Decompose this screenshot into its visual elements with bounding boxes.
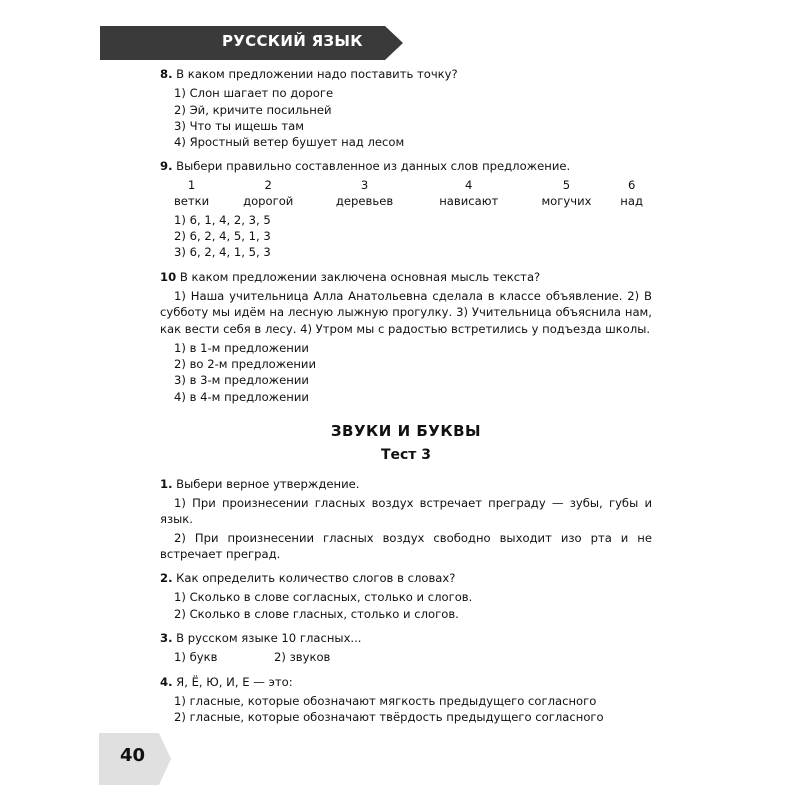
test-question-4-options — [160, 693, 652, 726]
question-text: Выбери правильно составленное из данных слов предложение. — [176, 159, 571, 174]
test-title: Тест 3 — [380, 447, 432, 464]
question-number: 3. — [160, 631, 173, 646]
question-8-options — [160, 85, 652, 150]
word-number: 5 — [562, 177, 571, 192]
answer-option: 1) 6, 1, 4, 2, 3, 5 — [174, 212, 271, 227]
word: нависают — [439, 193, 499, 208]
question-text: Я, Ё, Ю, И, Е — это: — [176, 674, 293, 689]
word-number: 2 — [264, 177, 272, 192]
test-question-1 — [160, 476, 652, 492]
word: дорогой — [243, 193, 294, 208]
question-text: Как определить количество слогов в словах? — [176, 571, 456, 586]
word-number: 1 — [187, 177, 196, 192]
word: могучих — [541, 193, 592, 208]
words-row — [160, 193, 652, 209]
page-number: 40 — [120, 745, 146, 766]
answer-option: 2) во 2-м предложении — [174, 357, 317, 372]
page-content — [160, 66, 652, 726]
answer-option: 3) 6, 2, 4, 1, 5, 3 — [174, 245, 271, 260]
question-8 — [160, 66, 652, 82]
question-9 — [160, 158, 652, 174]
word-number: 6 — [627, 177, 636, 192]
question-text: В русском языке 10 гласных... — [176, 631, 362, 646]
test-question-3-options — [160, 649, 652, 665]
section-title: ЗВУКИ И БУКВЫ — [330, 422, 482, 441]
question-number: 8. — [160, 67, 173, 81]
answer-option: 1) Сколько в слове согласных, столько и слогов. — [174, 590, 473, 605]
answer-option: 1) Слон шагает по дороге — [174, 86, 334, 101]
question-number: 9. — [160, 159, 173, 174]
answer-option: 3) в 3-м предложении — [174, 373, 309, 388]
question-text: В каком предложении надо поставить точку? — [176, 67, 458, 81]
answer-option: 4) Яростный ветер бушует над лесом — [174, 135, 405, 150]
question-number: 10 — [160, 269, 177, 284]
question-10-options — [160, 340, 652, 405]
answer-option: 1) в 1-м предложении — [174, 340, 309, 355]
question-10-passage: 1) Наша учительница Алла Анатольевна сделала в классе объявление. 2) В субботу мы идём на лесную лыжную прогулку. 3) Учительница объяснила нам, как вести себя в лесу. 4) Утром мы с радостью встретились у подъезда школы. — [160, 288, 652, 336]
test-question-4 — [160, 674, 652, 690]
word: над — [620, 193, 643, 208]
words-table — [160, 177, 652, 209]
question-number: 2. — [160, 571, 173, 586]
header-title: РУССКИЙ ЯЗЫК — [222, 32, 363, 50]
answer-option: 1) букв — [174, 650, 218, 665]
answer-option: 2) При произнесении гласных воздух свободно выходит изо рта и не встречает преград. — [160, 530, 652, 561]
answer-option: 2) Эй, кричите посильней — [174, 102, 332, 117]
question-text: В каком предложении заключена основная мысль текста? — [179, 269, 541, 284]
answer-option: 3) Что ты ищешь там — [174, 118, 304, 133]
word: деревьев — [335, 193, 394, 208]
answer-option: 2) гласные, которые обозначают твёрдость предыдущего согласного — [174, 710, 604, 725]
question-text: Выбери верное утверждение. — [176, 476, 360, 491]
answer-option: 1) гласные, которые обозначают мягкость предыдущего согласного — [174, 693, 597, 708]
test-question-2-options — [160, 589, 652, 622]
test-question-3 — [160, 630, 652, 646]
question-number: 4. — [160, 674, 173, 689]
word: ветки — [173, 193, 210, 208]
word-number: 3 — [360, 177, 369, 192]
question-number: 1. — [160, 476, 173, 491]
answer-option: 1) При произнесении гласных воздух встречает преграду — зубы, губы и язык. — [160, 495, 652, 527]
answer-option: 4) в 4-м предложении — [174, 389, 309, 404]
word-numbers-row — [160, 177, 652, 193]
answer-option: 2) Сколько в слове гласных, столько и слогов. — [174, 606, 459, 621]
question-9-options — [160, 212, 652, 261]
test-question-2 — [160, 570, 652, 586]
question-10 — [160, 269, 652, 285]
word-number: 4 — [465, 177, 473, 192]
answer-option: 2) 6, 2, 4, 5, 1, 3 — [174, 229, 271, 244]
answer-option: 2) звуков — [274, 650, 331, 665]
